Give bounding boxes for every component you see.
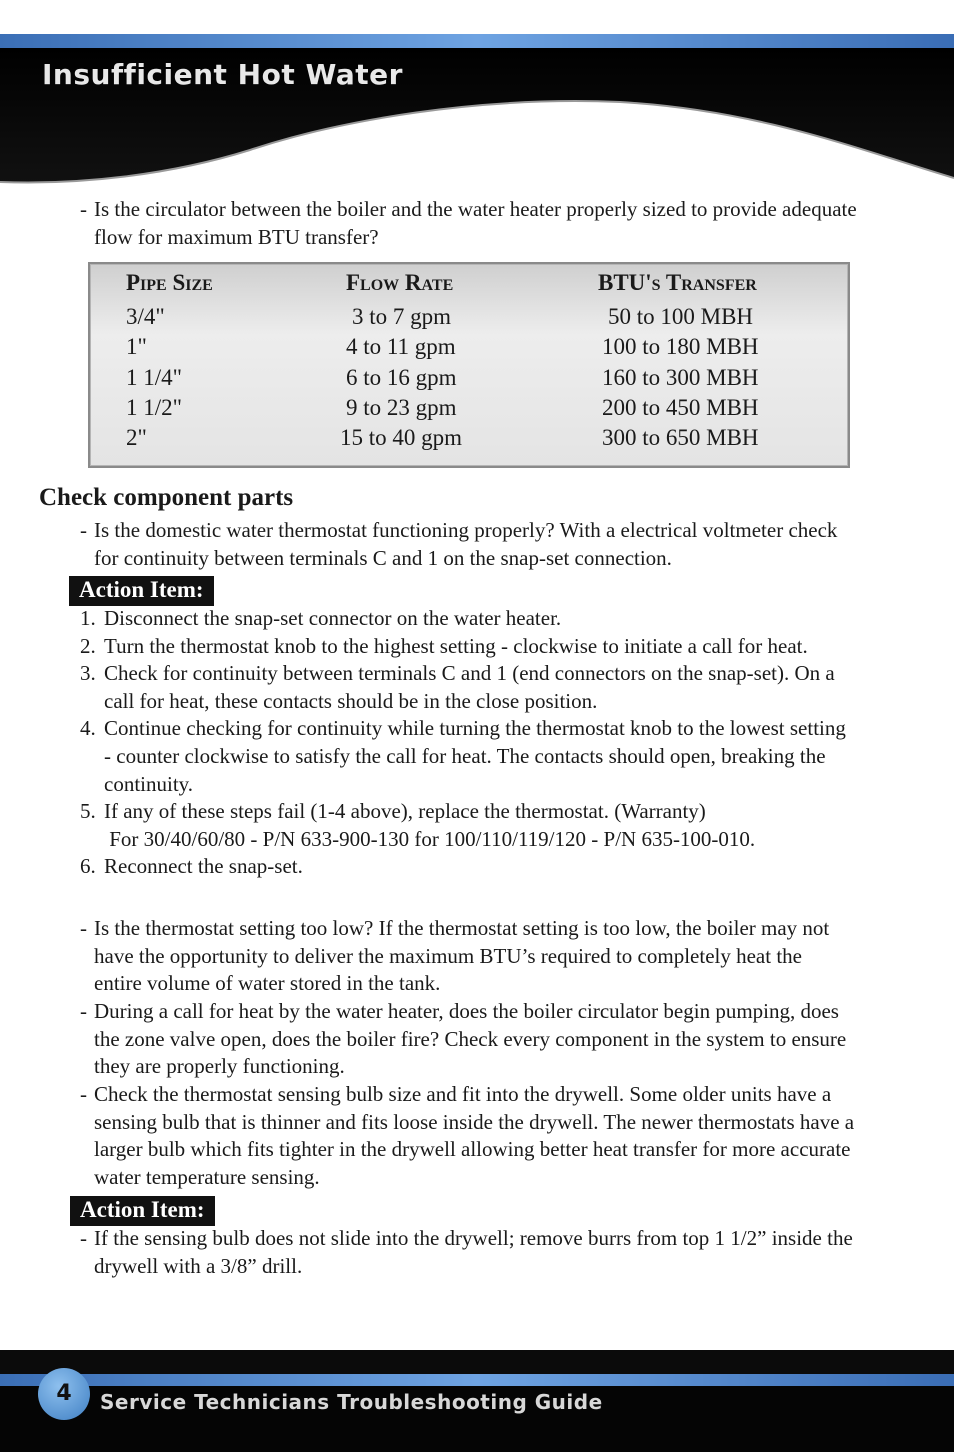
page-number-badge: 4 — [38, 1368, 90, 1420]
page-footer — [0, 1350, 954, 1452]
footer-title: Service Technicians Troubleshooting Guide — [100, 1390, 603, 1414]
action-line: drywell with a 3/8” drill. — [94, 1253, 303, 1278]
table-cell: 9 to 23 gpm — [346, 395, 457, 420]
header-banner-graphic — [0, 0, 954, 200]
question-line: the zone valve open, does the boiler fire? Check every component in the system to ensure — [94, 1026, 847, 1051]
table-cell: 160 to 300 MBH — [602, 365, 759, 390]
bullet-dash: - — [80, 1082, 87, 1106]
table-cell: 200 to 450 MBH — [602, 395, 759, 420]
action-steps-list — [0, 605, 954, 885]
question-line: for continuity between terminals C and 1 on the snap-set connection. — [94, 545, 672, 570]
question-thermostat-setting — [0, 915, 954, 999]
step-line: Disconnect the snap-set connector on the water heater. — [104, 606, 562, 630]
action-line: If the sensing bulb does not slide into the drywell; remove burrs from top 1 1/2” inside the — [94, 1226, 853, 1250]
action-burrs — [0, 1225, 954, 1281]
step-line: If any of these steps fail (1-4 above), replace the thermostat. (Warranty) — [104, 799, 706, 824]
question-line: Is the thermostat setting too low? If the thermostat setting is too low, the boiler may not — [94, 916, 830, 940]
step-line: Reconnect the snap-set. — [104, 854, 303, 879]
step-line: continuity. — [104, 771, 194, 796]
table-header-pipe-size: Pipe Size — [126, 270, 213, 295]
question-line: sensing bulb that is thinner and fits loose inside the drywell. The newer thermostats have a — [94, 1109, 855, 1134]
question-sensing-bulb — [0, 1081, 954, 1193]
action-item-label: Action Item: — [70, 1196, 215, 1226]
step-number: 4. — [80, 716, 96, 741]
question-line: water temperature sensing. — [94, 1164, 320, 1189]
intro-line-1: Is the circulator between the boiler and the water heater properly sized to provide adequate — [94, 197, 857, 221]
step-number: 2. — [80, 633, 96, 658]
step-line: call for heat, these contacts should be in the close position. — [104, 688, 598, 713]
question-line: they are properly functioning. — [94, 1054, 345, 1079]
table-cell: 15 to 40 gpm — [340, 425, 463, 450]
page-title: Insufficient Hot Water — [42, 58, 403, 91]
step-line: Continue checking for continuity while turning the thermostat knob to the lowest setting — [104, 716, 846, 741]
table-header-btu-transfer: BTU's Transfer — [598, 270, 757, 295]
bullet-dash: - — [80, 916, 87, 940]
step-line: - counter clockwise to satisfy the call for heat. The contacts should open, breaking the — [104, 744, 826, 768]
intro-line-2: flow for maximum BTU transfer? — [94, 224, 379, 249]
question-thermostat-function — [0, 517, 954, 573]
table-cell: 50 to 100 MBH — [608, 304, 754, 329]
question-line: have the opportunity to deliver the maximum BTU’s required to completely heat the — [94, 943, 802, 968]
bullet-dash: - — [80, 999, 87, 1023]
table-cell: 1" — [126, 334, 147, 359]
action-item-label: Action Item: — [69, 576, 214, 606]
question-line: Check the thermostat sensing bulb size and fit into the drywell. Some older units have a — [94, 1082, 832, 1106]
table-cell: 1 1/2" — [126, 395, 183, 420]
pipe-size-table — [88, 262, 850, 468]
table-cell: 3 to 7 gpm — [352, 304, 452, 329]
step-number: 5. — [80, 799, 96, 824]
question-call-for-heat — [0, 998, 954, 1082]
step-number: 3. — [80, 661, 96, 686]
table-cell: 100 to 180 MBH — [602, 334, 759, 359]
table-cell: 6 to 16 gpm — [346, 365, 457, 390]
table-cell: 300 to 650 MBH — [602, 425, 759, 450]
table-cell: 4 to 11 gpm — [346, 334, 456, 359]
table-cell: 1 1/4" — [126, 365, 183, 390]
question-line: larger bulb which fits tighter in the drywell allowing better heat transfer for more accurate — [94, 1137, 851, 1162]
question-line: Is the domestic water thermostat functioning properly? With a electrical voltmeter check — [94, 518, 838, 542]
question-line: entire volume of water stored in the tank. — [94, 971, 441, 996]
table-cell: 2" — [126, 425, 147, 450]
bullet-dash: - — [80, 197, 87, 221]
step-line: Turn the thermostat knob to the highest setting - clockwise to initiate a call for heat. — [104, 633, 808, 658]
step-line: Check for continuity between terminals C and 1 (end connectors on the snap-set). On a — [104, 661, 835, 686]
table-cell: 3/4" — [126, 304, 165, 329]
bullet-dash: - — [80, 1226, 87, 1250]
bullet-dash: - — [80, 518, 87, 542]
step-number: 1. — [80, 606, 96, 630]
page-header — [0, 0, 954, 200]
intro-question — [0, 196, 954, 256]
step-number: 6. — [80, 854, 96, 879]
question-line: During a call for heat by the water heater, does the boiler circulator begin pumping, does — [94, 999, 839, 1023]
section-heading: Check component parts — [39, 484, 294, 511]
step-line: For 30/40/60/80 - P/N 633-900-130 for 100/110/119/120 - P/N 635-100-010. — [104, 826, 756, 851]
table-header-flow-rate: Flow Rate — [346, 270, 454, 295]
